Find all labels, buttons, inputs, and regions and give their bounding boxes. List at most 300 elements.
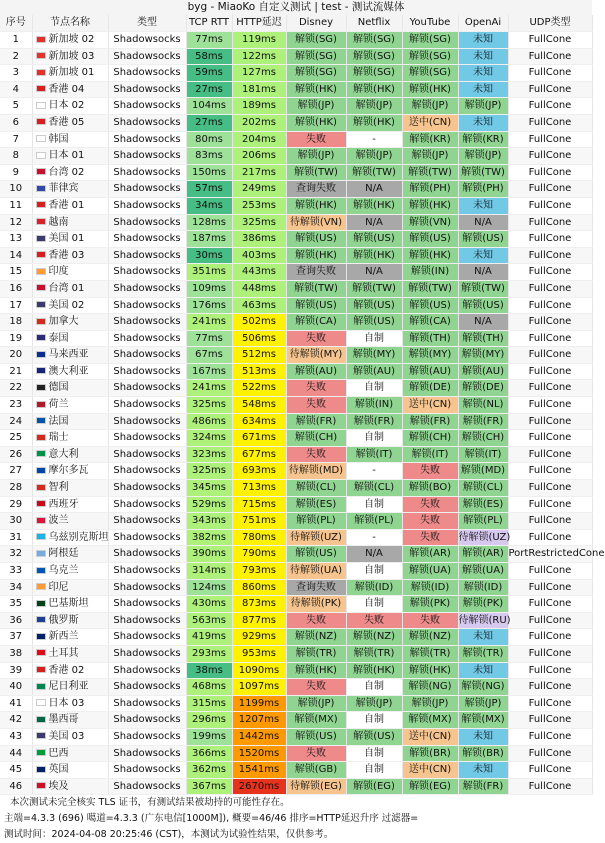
node-name: 印尼 — [48, 581, 69, 593]
node-name: 香港 05 — [48, 116, 85, 128]
window-title: byg - MiaoKo 自定义测试 | test - 测试流媒体 — [0, 0, 592, 15]
node-name: 香港 03 — [48, 249, 85, 261]
table-row[interactable] — [0, 214, 592, 231]
cell-openai: 解锁(UA) — [458, 563, 508, 580]
cell-type: Shadowsocks — [108, 712, 186, 729]
table-row[interactable] — [0, 563, 592, 580]
table-row[interactable] — [0, 363, 592, 380]
cell-type: Shadowsocks — [108, 679, 186, 696]
cell-type: Shadowsocks — [108, 197, 186, 214]
cell-http: 677ms — [232, 446, 286, 463]
cell-no: 45 — [0, 762, 32, 779]
cell-youtube: 解锁(TW) — [402, 164, 458, 181]
cell-disney: 解锁(JP) — [286, 98, 346, 115]
table-row[interactable] — [0, 413, 592, 430]
cell-type: Shadowsocks — [108, 264, 186, 281]
cell-tcp: 468ms — [186, 679, 232, 696]
cell-type: Shadowsocks — [108, 330, 186, 347]
cell-udp: FullCone — [508, 579, 592, 596]
cell-udp: FullCone — [508, 612, 592, 629]
table-row[interactable] — [0, 546, 592, 563]
cell-netflix: 解锁(MY) — [346, 347, 402, 364]
table-row[interactable] — [0, 762, 592, 779]
table-row[interactable] — [0, 314, 592, 331]
cell-openai: 解锁(ES) — [458, 496, 508, 513]
cell-youtube: 失败 — [402, 463, 458, 480]
cell-disney: 解锁(HK) — [286, 114, 346, 131]
cell-udp: FullCone — [508, 430, 592, 447]
cell-name — [32, 629, 108, 646]
cell-type: Shadowsocks — [108, 214, 186, 231]
cell-http: 502ms — [232, 314, 286, 331]
flag-fr-icon — [36, 417, 46, 424]
table-row[interactable] — [0, 231, 592, 248]
table-row[interactable] — [0, 297, 592, 314]
table-row[interactable] — [0, 695, 592, 712]
cell-no: 28 — [0, 480, 32, 497]
cell-name — [32, 397, 108, 414]
col-header-tcp[interactable]: TCP RTT — [186, 15, 232, 32]
cell-http: 204ms — [232, 131, 286, 148]
cell-disney: 解锁(ES) — [286, 496, 346, 513]
cell-name — [32, 430, 108, 447]
cell-youtube: 解锁(CH) — [402, 430, 458, 447]
flag-es-icon — [36, 500, 46, 507]
cell-tcp: 104ms — [186, 98, 232, 115]
cell-no: 35 — [0, 596, 32, 613]
col-header-no[interactable]: 序号 — [0, 15, 32, 32]
table-row[interactable] — [0, 778, 592, 795]
cell-no: 41 — [0, 695, 32, 712]
cell-no: 16 — [0, 280, 32, 297]
results-table — [0, 15, 605, 795]
cell-udp: FullCone — [508, 231, 592, 248]
cell-disney: 失败 — [286, 612, 346, 629]
table-row[interactable] — [0, 513, 592, 530]
cell-no: 42 — [0, 712, 32, 729]
cell-udp: FullCone — [508, 645, 592, 662]
table-row[interactable] — [0, 463, 592, 480]
table-row[interactable] — [0, 347, 592, 364]
cell-type: Shadowsocks — [108, 762, 186, 779]
cell-openai: 未知 — [458, 197, 508, 214]
flag-my-icon — [36, 351, 46, 358]
cell-no: 13 — [0, 231, 32, 248]
cell-no: 15 — [0, 264, 32, 281]
table-row[interactable] — [0, 380, 592, 397]
cell-youtube: 解锁(TW) — [402, 280, 458, 297]
cell-disney: 解锁(TW) — [286, 164, 346, 181]
cell-no: 24 — [0, 413, 32, 430]
cell-openai: 解锁(TR) — [458, 645, 508, 662]
node-name: 俄罗斯 — [48, 614, 79, 626]
cell-name — [32, 496, 108, 513]
cell-udp: FullCone — [508, 563, 592, 580]
cell-http: 1541ms — [232, 762, 286, 779]
table-row[interactable] — [0, 596, 592, 613]
cell-type: Shadowsocks — [108, 231, 186, 248]
table-row[interactable] — [0, 48, 592, 65]
cell-http: 202ms — [232, 114, 286, 131]
cell-tcp: 345ms — [186, 480, 232, 497]
cell-netflix: 失败 — [346, 612, 402, 629]
cell-openai: 解锁(KR) — [458, 131, 508, 148]
col-header-type[interactable]: 类型 — [108, 15, 186, 32]
cell-youtube: 解锁(JP) — [402, 695, 458, 712]
node-name: 巴基斯坦 — [48, 598, 89, 610]
cell-youtube: 解锁(AU) — [402, 363, 458, 380]
table-row[interactable] — [0, 32, 592, 49]
table-row[interactable] — [0, 480, 592, 497]
cell-disney: 解锁(GB) — [286, 762, 346, 779]
cell-udp: FullCone — [508, 297, 592, 314]
table-row[interactable] — [0, 496, 592, 513]
flag-ar-icon — [36, 550, 46, 557]
cell-youtube: 送中(CN) — [402, 728, 458, 745]
cell-disney: 待解锁(EG) — [286, 778, 346, 795]
cell-tcp: 67ms — [186, 347, 232, 364]
table-row[interactable] — [0, 114, 592, 131]
cell-name — [32, 280, 108, 297]
flag-vn-icon — [36, 218, 46, 225]
cell-udp: FullCone — [508, 778, 592, 795]
node-name: 荷兰 — [48, 399, 69, 411]
cell-http: 713ms — [232, 480, 286, 497]
cell-netflix: 解锁(HK) — [346, 81, 402, 98]
cell-name — [32, 529, 108, 546]
cell-no: 44 — [0, 745, 32, 762]
cell-tcp: 241ms — [186, 314, 232, 331]
cell-netflix: N/A — [346, 214, 402, 231]
table-row[interactable] — [0, 247, 592, 264]
cell-udp: FullCone — [508, 480, 592, 497]
col-header-netflix[interactable]: Netflix — [346, 15, 402, 32]
cell-udp: FullCone — [508, 380, 592, 397]
cell-openai: 解锁(MD) — [458, 463, 508, 480]
col-header-udp[interactable]: UDP类型 — [508, 15, 592, 32]
cell-no: 10 — [0, 181, 32, 198]
cell-type: Shadowsocks — [108, 745, 186, 762]
cell-type: Shadowsocks — [108, 397, 186, 414]
node-name: 摩尔多瓦 — [48, 465, 89, 477]
table-row[interactable] — [0, 579, 592, 596]
cell-netflix: 解锁(JP) — [346, 695, 402, 712]
table-row[interactable] — [0, 629, 592, 646]
node-name: 日本 03 — [48, 697, 85, 709]
col-header-name[interactable]: 节点名称 — [32, 15, 108, 32]
cell-disney: 解锁(US) — [286, 728, 346, 745]
cell-type: Shadowsocks — [108, 413, 186, 430]
cell-disney: 解锁(JP) — [286, 695, 346, 712]
cell-youtube: 解锁(PK) — [402, 596, 458, 613]
footer-time: 测试时间：2024-04-08 20:25:46 (CST)，本测试为试验性结果，仅供参考。 — [4, 829, 334, 841]
cell-name — [32, 762, 108, 779]
cell-no: 1 — [0, 32, 32, 49]
node-name: 乌兹别克斯坦 — [48, 531, 109, 543]
cell-name — [32, 330, 108, 347]
cell-type: Shadowsocks — [108, 164, 186, 181]
cell-name — [32, 347, 108, 364]
flag-jp-icon — [36, 152, 46, 159]
cell-openai: 待解锁(RU) — [458, 612, 508, 629]
cell-netflix: - — [346, 131, 402, 148]
cell-openai: 解锁(NG) — [458, 679, 508, 696]
node-name: 澳大利亚 — [48, 365, 89, 377]
table-row[interactable] — [0, 65, 592, 82]
node-name: 新西兰 — [48, 631, 79, 643]
table-row[interactable] — [0, 330, 592, 347]
cell-type: Shadowsocks — [108, 579, 186, 596]
table-row[interactable] — [0, 679, 592, 696]
cell-type: Shadowsocks — [108, 480, 186, 497]
cell-disney: 解锁(US) — [286, 297, 346, 314]
col-header-youtube[interactable]: YouTube — [402, 15, 458, 32]
cell-no: 3 — [0, 65, 32, 82]
cell-openai: 解锁(TW) — [458, 280, 508, 297]
flag-sg-icon — [36, 36, 46, 43]
col-header-openai[interactable]: OpenAi — [458, 15, 508, 32]
cell-netflix: 解锁(US) — [346, 297, 402, 314]
flag-de-icon — [36, 384, 46, 391]
cell-tcp: 325ms — [186, 397, 232, 414]
cell-udp: FullCone — [508, 662, 592, 679]
cell-no: 43 — [0, 728, 32, 745]
table-row[interactable] — [0, 446, 592, 463]
cell-udp: FullCone — [508, 247, 592, 264]
cell-youtube: 解锁(HK) — [402, 247, 458, 264]
cell-udp: FullCone — [508, 695, 592, 712]
cell-disney: 查询失败 — [286, 264, 346, 281]
flag-ua-icon — [36, 567, 46, 574]
cell-udp: FullCone — [508, 48, 592, 65]
table-row[interactable] — [0, 280, 592, 297]
cell-type: Shadowsocks — [108, 463, 186, 480]
table-row[interactable] — [0, 712, 592, 729]
cell-http: 1090ms — [232, 662, 286, 679]
cell-http: 403ms — [232, 247, 286, 264]
cell-disney: 解锁(FR) — [286, 413, 346, 430]
cell-http: 1520ms — [232, 745, 286, 762]
cell-youtube: 解锁(EG) — [402, 778, 458, 795]
cell-tcp: 57ms — [186, 181, 232, 198]
cell-udp: FullCone — [508, 81, 592, 98]
cell-netflix: 解锁(IN) — [346, 397, 402, 414]
cell-openai: 未知 — [458, 114, 508, 131]
cell-disney: 解锁(SG) — [286, 48, 346, 65]
cell-no: 46 — [0, 778, 32, 795]
cell-udp: FullCone — [508, 32, 592, 49]
table-row[interactable] — [0, 148, 592, 165]
flag-uz-icon — [36, 533, 46, 540]
cell-udp: FullCone — [508, 712, 592, 729]
cell-type: Shadowsocks — [108, 430, 186, 447]
cell-type: Shadowsocks — [108, 363, 186, 380]
cell-http: 780ms — [232, 529, 286, 546]
cell-name — [32, 778, 108, 795]
table-header — [0, 15, 592, 32]
cell-type: Shadowsocks — [108, 314, 186, 331]
cell-openai: 解锁(US) — [458, 231, 508, 248]
cell-type: Shadowsocks — [108, 728, 186, 745]
cell-http: 249ms — [232, 181, 286, 198]
cell-udp: FullCone — [508, 397, 592, 414]
table-row[interactable] — [0, 745, 592, 762]
table-row[interactable] — [0, 131, 592, 148]
cell-openai: 未知 — [458, 32, 508, 49]
table-row[interactable] — [0, 181, 592, 198]
cell-netflix: 解锁(AU) — [346, 363, 402, 380]
cell-disney: 失败 — [286, 679, 346, 696]
cell-tcp: 382ms — [186, 529, 232, 546]
cell-no: 39 — [0, 662, 32, 679]
table-row[interactable] — [0, 529, 592, 546]
cell-disney: 解锁(US) — [286, 546, 346, 563]
cell-no: 17 — [0, 297, 32, 314]
cell-name — [32, 197, 108, 214]
cell-netflix: 解锁(US) — [346, 231, 402, 248]
table-row[interactable] — [0, 397, 592, 414]
cell-http: 506ms — [232, 330, 286, 347]
cell-openai: 未知 — [458, 247, 508, 264]
cell-openai: 未知 — [458, 48, 508, 65]
cell-type: Shadowsocks — [108, 148, 186, 165]
cell-tcp: 30ms — [186, 247, 232, 264]
cell-type: Shadowsocks — [108, 695, 186, 712]
cell-openai: 解锁(FR) — [458, 778, 508, 795]
cell-openai: 解锁(TH) — [458, 330, 508, 347]
node-name: 法国 — [48, 415, 69, 427]
node-name: 美国 01 — [48, 233, 85, 245]
cell-tcp: 109ms — [186, 280, 232, 297]
table-row[interactable] — [0, 98, 592, 115]
cell-http: 513ms — [232, 363, 286, 380]
cell-tcp: 150ms — [186, 164, 232, 181]
table-row[interactable] — [0, 264, 592, 281]
flag-us-icon — [36, 235, 46, 242]
flag-br-icon — [36, 749, 46, 756]
cell-udp: FullCone — [508, 280, 592, 297]
node-name: 新加坡 01 — [48, 67, 95, 79]
cell-type: Shadowsocks — [108, 612, 186, 629]
cell-netflix: 解锁(ID) — [346, 579, 402, 596]
cell-name — [32, 645, 108, 662]
cell-http: 463ms — [232, 297, 286, 314]
flag-hk-icon — [36, 201, 46, 208]
cell-udp: FullCone — [508, 314, 592, 331]
table-row[interactable] — [0, 662, 592, 679]
node-name: 新加坡 02 — [48, 34, 95, 45]
cell-http: 122ms — [232, 48, 286, 65]
col-header-disney[interactable]: Disney — [286, 15, 346, 32]
cell-name — [32, 546, 108, 563]
cell-no: 8 — [0, 148, 32, 165]
cell-youtube: 失败 — [402, 496, 458, 513]
cell-http: 860ms — [232, 579, 286, 596]
table-row[interactable] — [0, 164, 592, 181]
cell-disney: 待解锁(MY) — [286, 347, 346, 364]
cell-netflix: 解锁(CL) — [346, 480, 402, 497]
flag-au-icon — [36, 367, 46, 374]
cell-no: 25 — [0, 430, 32, 447]
cell-youtube: 解锁(CA) — [402, 314, 458, 331]
flag-hk-icon — [36, 251, 46, 258]
cell-tcp: 323ms — [186, 446, 232, 463]
cell-openai: 解锁(TW) — [458, 164, 508, 181]
cell-http: 634ms — [232, 413, 286, 430]
table-row[interactable] — [0, 645, 592, 662]
cell-name — [32, 563, 108, 580]
flag-ng-icon — [36, 683, 46, 690]
cell-netflix: 解锁(TW) — [346, 280, 402, 297]
flag-us-icon — [36, 301, 46, 308]
col-header-http[interactable]: HTTP延迟 — [232, 15, 286, 32]
cell-udp: FullCone — [508, 413, 592, 430]
node-name: 加拿大 — [48, 316, 79, 328]
table-row[interactable] — [0, 81, 592, 98]
cell-no: 7 — [0, 131, 32, 148]
cell-udp: FullCone — [508, 363, 592, 380]
cell-netflix: 自制 — [346, 745, 402, 762]
flag-ch-icon — [36, 434, 46, 441]
cell-youtube: 送中(CN) — [402, 114, 458, 131]
table-row[interactable] — [0, 197, 592, 214]
cell-youtube: 解锁(NZ) — [402, 629, 458, 646]
cell-http: 189ms — [232, 98, 286, 115]
cell-openai: 解锁(IT) — [458, 446, 508, 463]
cell-name — [32, 247, 108, 264]
cell-name — [32, 48, 108, 65]
cell-youtube: 解锁(MY) — [402, 347, 458, 364]
flag-ca-icon — [36, 318, 46, 325]
flag-md-icon — [36, 467, 46, 474]
cell-type: Shadowsocks — [108, 114, 186, 131]
cell-udp: FullCone — [508, 463, 592, 480]
flag-jp-icon — [36, 699, 46, 706]
cell-http: 217ms — [232, 164, 286, 181]
cell-type: Shadowsocks — [108, 546, 186, 563]
cell-type: Shadowsocks — [108, 662, 186, 679]
cell-http: 443ms — [232, 264, 286, 281]
cell-disney: 解锁(CL) — [286, 480, 346, 497]
cell-disney: 失败 — [286, 330, 346, 347]
cell-udp: FullCone — [508, 762, 592, 779]
cell-http: 929ms — [232, 629, 286, 646]
node-name: 日本 01 — [48, 150, 85, 162]
cell-http: 790ms — [232, 546, 286, 563]
cell-http: 877ms — [232, 612, 286, 629]
table-row[interactable] — [0, 728, 592, 745]
cell-netflix: 解锁(EG) — [346, 778, 402, 795]
cell-http: 693ms — [232, 463, 286, 480]
cell-disney: 失败 — [286, 131, 346, 148]
table-row[interactable] — [0, 430, 592, 447]
cell-netflix: - — [346, 529, 402, 546]
cell-netflix: N/A — [346, 264, 402, 281]
cell-netflix: 自制 — [346, 762, 402, 779]
cell-no: 36 — [0, 612, 32, 629]
cell-no: 6 — [0, 114, 32, 131]
flag-sg-icon — [36, 69, 46, 76]
cell-udp: FullCone — [508, 347, 592, 364]
table-row[interactable] — [0, 612, 592, 629]
node-name: 尼日利亚 — [48, 681, 89, 693]
cell-type: Shadowsocks — [108, 513, 186, 530]
cell-type: Shadowsocks — [108, 596, 186, 613]
flag-jp-icon — [36, 102, 46, 109]
node-name: 乌克兰 — [48, 565, 79, 576]
cell-tcp: 486ms — [186, 413, 232, 430]
cell-name — [32, 181, 108, 198]
